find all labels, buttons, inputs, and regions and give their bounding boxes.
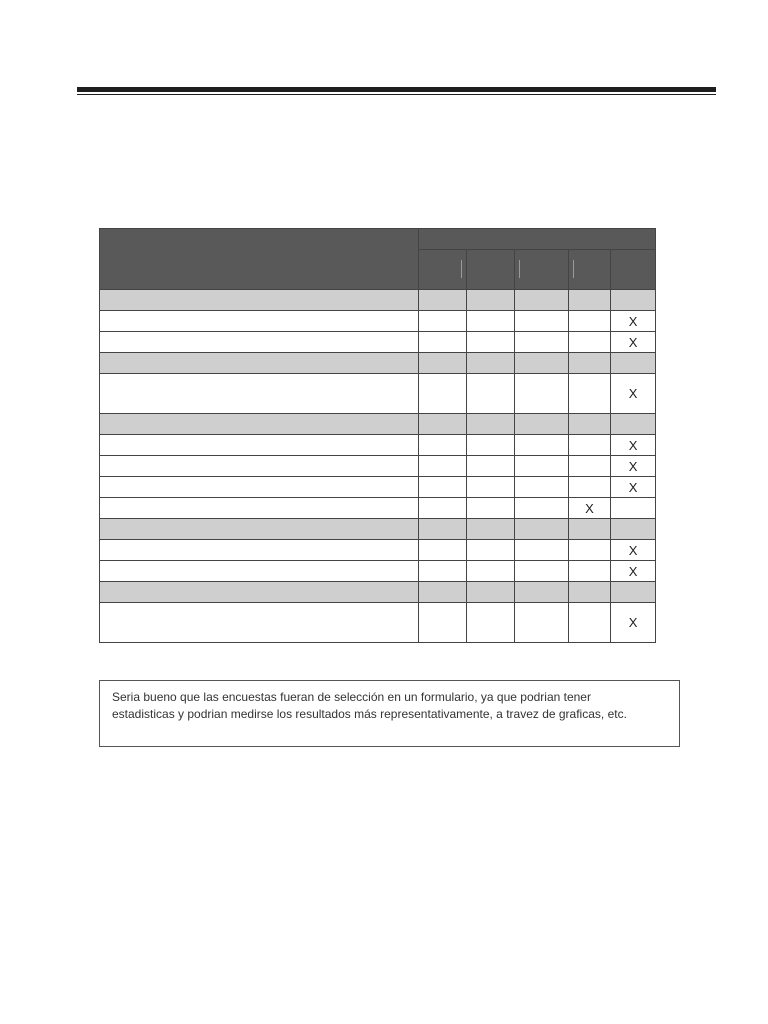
criteria-label-cell — [100, 498, 419, 519]
criteria-row — [100, 603, 656, 643]
rating-cell — [569, 582, 611, 603]
criteria-label-cell — [100, 435, 419, 456]
rating-cell — [515, 311, 569, 332]
rating-cell — [569, 374, 611, 414]
rating-cell — [419, 414, 467, 435]
rating-cell — [611, 414, 656, 435]
rating-cell — [419, 561, 467, 582]
rating-cell: X — [611, 540, 656, 561]
rating-cell — [515, 353, 569, 374]
criteria-label-cell — [100, 477, 419, 498]
rating-cell: X — [611, 435, 656, 456]
criteria-header-cell — [100, 229, 419, 290]
rating-cell — [569, 414, 611, 435]
rating-cell — [569, 456, 611, 477]
comments-box — [99, 680, 680, 747]
criteria-label-cell — [100, 456, 419, 477]
evaluation-table — [99, 228, 656, 643]
rating-cell: X — [611, 374, 656, 414]
rating-cell — [419, 311, 467, 332]
criteria-row — [100, 311, 656, 332]
criteria-row — [100, 561, 656, 582]
rating-cell — [419, 540, 467, 561]
criteria-label-cell — [100, 582, 419, 603]
header-rule-thick — [77, 87, 716, 92]
criteria-label-cell — [100, 311, 419, 332]
rating-cell — [569, 332, 611, 353]
rating-cell — [569, 290, 611, 311]
rating-cell — [419, 290, 467, 311]
comment-line: Seria bueno que las encuestas fueran de selección en un formulario, ya que podrian tener — [112, 690, 591, 704]
rating-cell — [515, 582, 569, 603]
rating-cell — [515, 477, 569, 498]
rating-column-header — [569, 250, 611, 290]
rating-cell — [569, 519, 611, 540]
rating-cell: X — [611, 332, 656, 353]
rating-cell — [569, 435, 611, 456]
criteria-row — [100, 498, 656, 519]
rating-cell — [515, 332, 569, 353]
rating-cell — [569, 477, 611, 498]
rating-cell — [419, 456, 467, 477]
rating-cell — [467, 477, 515, 498]
rating-cell — [611, 498, 656, 519]
rating-cell — [515, 540, 569, 561]
evaluation-table-body — [100, 290, 656, 643]
rating-cell — [467, 332, 515, 353]
rating-cell — [467, 582, 515, 603]
criteria-label-cell — [100, 603, 419, 643]
rating-group-header-cell — [419, 229, 656, 250]
rating-cell — [569, 353, 611, 374]
rating-cell: X — [611, 477, 656, 498]
criteria-label-cell — [100, 519, 419, 540]
rating-cell: X — [611, 603, 656, 643]
rating-cell — [611, 290, 656, 311]
criteria-row — [100, 477, 656, 498]
section-row — [100, 290, 656, 311]
rating-cell — [569, 311, 611, 332]
rating-column-header — [611, 250, 656, 290]
rating-cell — [419, 582, 467, 603]
criteria-label-cell — [100, 353, 419, 374]
rating-cell — [419, 498, 467, 519]
criteria-row — [100, 374, 656, 414]
criteria-label-cell — [100, 561, 419, 582]
rating-cell — [419, 603, 467, 643]
rating-cell — [419, 332, 467, 353]
rating-cell — [611, 519, 656, 540]
rating-cell — [467, 519, 515, 540]
header-rule-thin — [77, 94, 716, 95]
rating-cell — [515, 519, 569, 540]
criteria-row — [100, 435, 656, 456]
rating-cell — [467, 353, 515, 374]
rating-cell — [515, 374, 569, 414]
rating-cell — [515, 456, 569, 477]
criteria-row — [100, 456, 656, 477]
rating-cell — [515, 290, 569, 311]
rating-cell — [467, 414, 515, 435]
rating-cell — [467, 603, 515, 643]
rating-cell — [467, 456, 515, 477]
rating-cell — [467, 435, 515, 456]
rating-column-header — [419, 250, 467, 290]
rating-cell — [467, 311, 515, 332]
criteria-label-cell — [100, 332, 419, 353]
rating-cell: X — [611, 311, 656, 332]
rating-cell — [467, 290, 515, 311]
criteria-label-cell — [100, 374, 419, 414]
rating-cell — [611, 353, 656, 374]
rating-cell — [467, 540, 515, 561]
section-row — [100, 353, 656, 374]
rating-cell — [515, 561, 569, 582]
section-row — [100, 414, 656, 435]
rating-cell — [611, 582, 656, 603]
rating-cell: X — [569, 498, 611, 519]
rating-cell — [419, 353, 467, 374]
rating-column-header — [467, 250, 515, 290]
rating-cell — [419, 519, 467, 540]
criteria-row — [100, 540, 656, 561]
rating-column-header — [515, 250, 569, 290]
rating-cell — [569, 561, 611, 582]
section-row — [100, 582, 656, 603]
criteria-label-cell — [100, 540, 419, 561]
rating-cell: X — [611, 456, 656, 477]
comment-line: estadisticas y podrian medirse los resultados más representativamente, a travez de graficas, etc. — [112, 707, 627, 721]
rating-cell — [515, 414, 569, 435]
rating-cell — [419, 477, 467, 498]
section-row — [100, 519, 656, 540]
rating-cell — [515, 603, 569, 643]
criteria-label-cell — [100, 414, 419, 435]
rating-cell — [515, 435, 569, 456]
rating-cell — [467, 498, 515, 519]
rating-cell — [467, 561, 515, 582]
criteria-row — [100, 332, 656, 353]
rating-cell — [419, 435, 467, 456]
rating-cell — [467, 374, 515, 414]
rating-cell — [569, 603, 611, 643]
rating-cell — [515, 498, 569, 519]
rating-cell — [419, 374, 467, 414]
criteria-label-cell — [100, 290, 419, 311]
rating-cell: X — [611, 561, 656, 582]
rating-cell — [569, 540, 611, 561]
